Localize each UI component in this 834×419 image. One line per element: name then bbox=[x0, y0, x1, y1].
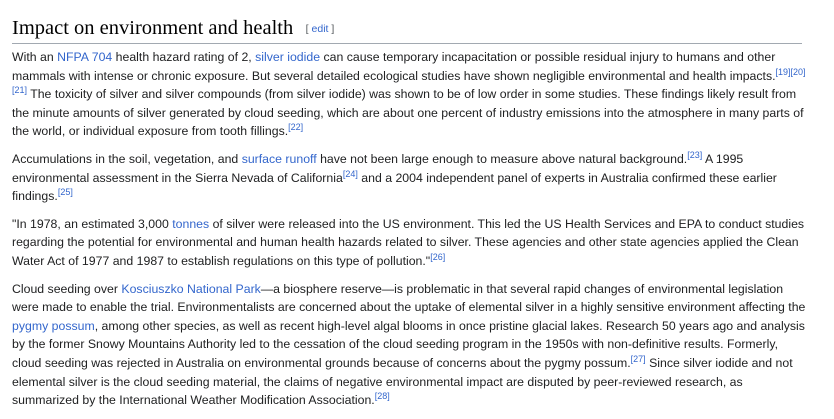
paragraph-text: Cloud seeding over bbox=[12, 281, 122, 296]
paragraph bbox=[12, 48, 810, 141]
citation-link[interactable]: [21] bbox=[12, 85, 28, 96]
citation-link[interactable]: [28] bbox=[374, 391, 390, 402]
paragraph bbox=[12, 150, 810, 206]
link-nfpa-704[interactable]: NFPA 704 bbox=[57, 50, 113, 64]
citation-link[interactable]: [27] bbox=[630, 353, 646, 364]
citation-link[interactable]: [25] bbox=[57, 187, 73, 198]
citation-link[interactable]: [20] bbox=[790, 66, 806, 77]
link-silver-iodide[interactable]: silver iodide bbox=[255, 50, 321, 64]
citation-link[interactable]: [22] bbox=[288, 122, 304, 133]
link-pygmy-possum[interactable]: pygmy possum bbox=[12, 318, 95, 333]
paragraph-text: With an bbox=[12, 50, 58, 64]
paragraph-text: Since silver iodide and not elemental silver is the cloud seeding material, the claims of negative environmental impact are disputed by peer-reviewed research, as summarized by the International Weather Modification Association. bbox=[12, 355, 793, 408]
paragraph-text: and a 2004 independent panel of experts in Australia confirmed these earlier findings. bbox=[12, 170, 777, 204]
link-tonnes[interactable]: tonnes bbox=[172, 216, 210, 231]
section-body bbox=[12, 48, 810, 419]
citation-26[interactable] bbox=[430, 252, 445, 262]
citation-27[interactable] bbox=[631, 354, 646, 364]
citation-link[interactable]: [26] bbox=[430, 251, 446, 262]
paragraph bbox=[12, 215, 810, 271]
edit-bracket-open: [ bbox=[305, 23, 309, 35]
citation-24[interactable] bbox=[343, 169, 358, 179]
paragraph-text: have not been large enough to measure above natural background. bbox=[316, 151, 688, 166]
paragraph-text: —a biosphere reserve—is problematic in that several rapid changes of environmental legislation were made to enable the trial. Environmentalists are concerned about the uptake of elemental silver in a highly sensitive environment affecting the bbox=[12, 281, 806, 315]
paragraph bbox=[12, 280, 810, 410]
paragraph-text: Accumulations in the soil, vegetation, and bbox=[12, 151, 242, 166]
citation-28[interactable] bbox=[375, 391, 390, 401]
paragraph-text: , among other species, as well as recent high-level algal blooms in once pristine glacial lakes. Research 50 years ago and analysis by the former Snowy Mountains Authority led to the cessation of the cloud seeding program in the 1950s with non-definitive results. Formerly, cloud seeding was rejected in Australia on environmental grounds because of concerns about the pygmy possum. bbox=[12, 318, 805, 370]
paragraph-text: A 1995 environmental assessment in the Sierra Nevada of California bbox=[12, 151, 744, 185]
citation-link[interactable]: [19] bbox=[775, 66, 791, 77]
citation-22[interactable] bbox=[288, 122, 303, 132]
section-heading bbox=[12, 16, 802, 44]
paragraph-text: The toxicity of silver and silver compounds (from silver iodide) was shown to be of low order in some studies. These findings likely result from the minute amounts of silver generated by cloud seeding, which are about one percent of industry emissions into the atmosphere in many parts of the world, or individual exposure from tooth fillings. bbox=[12, 87, 804, 139]
link-surface-runoff[interactable]: surface runoff bbox=[241, 151, 317, 166]
citation-25[interactable] bbox=[58, 187, 73, 197]
paragraph-text: health hazard rating of 2, bbox=[112, 50, 256, 64]
citation-20[interactable] bbox=[791, 67, 806, 77]
section-title: Impact on environment and health bbox=[12, 17, 294, 39]
paragraph-text: of silver were released into the US environment. This led the US Health Services and EPA to conduct studies regarding the potential for environmental and human health hazards related to silver. These agencies and other state agencies applied the Clean Water Act of 1977 and 1987 to establish regulations on this type of pollution." bbox=[12, 216, 805, 268]
citation-21[interactable] bbox=[12, 85, 27, 95]
citation-link[interactable]: [23] bbox=[687, 149, 703, 160]
citation-link[interactable]: [24] bbox=[342, 168, 358, 179]
edit-bracket-close: ] bbox=[331, 23, 335, 35]
link-kosciuszko-national-park[interactable]: Kosciuszko National Park bbox=[121, 281, 261, 296]
citation-23[interactable] bbox=[687, 150, 702, 160]
citation-19[interactable] bbox=[776, 67, 791, 77]
paragraph-text: "In 1978, an estimated 3,000 bbox=[12, 216, 173, 231]
paragraph-text: can cause temporary incapacitation or possible residual injury to humans and other mammals with intense or chronic exposure. But several detailed ecological studies have shown negligible environmental and health impacts. bbox=[12, 50, 776, 83]
edit-link[interactable]: edit bbox=[311, 23, 329, 35]
edit-section-link bbox=[306, 23, 335, 35]
